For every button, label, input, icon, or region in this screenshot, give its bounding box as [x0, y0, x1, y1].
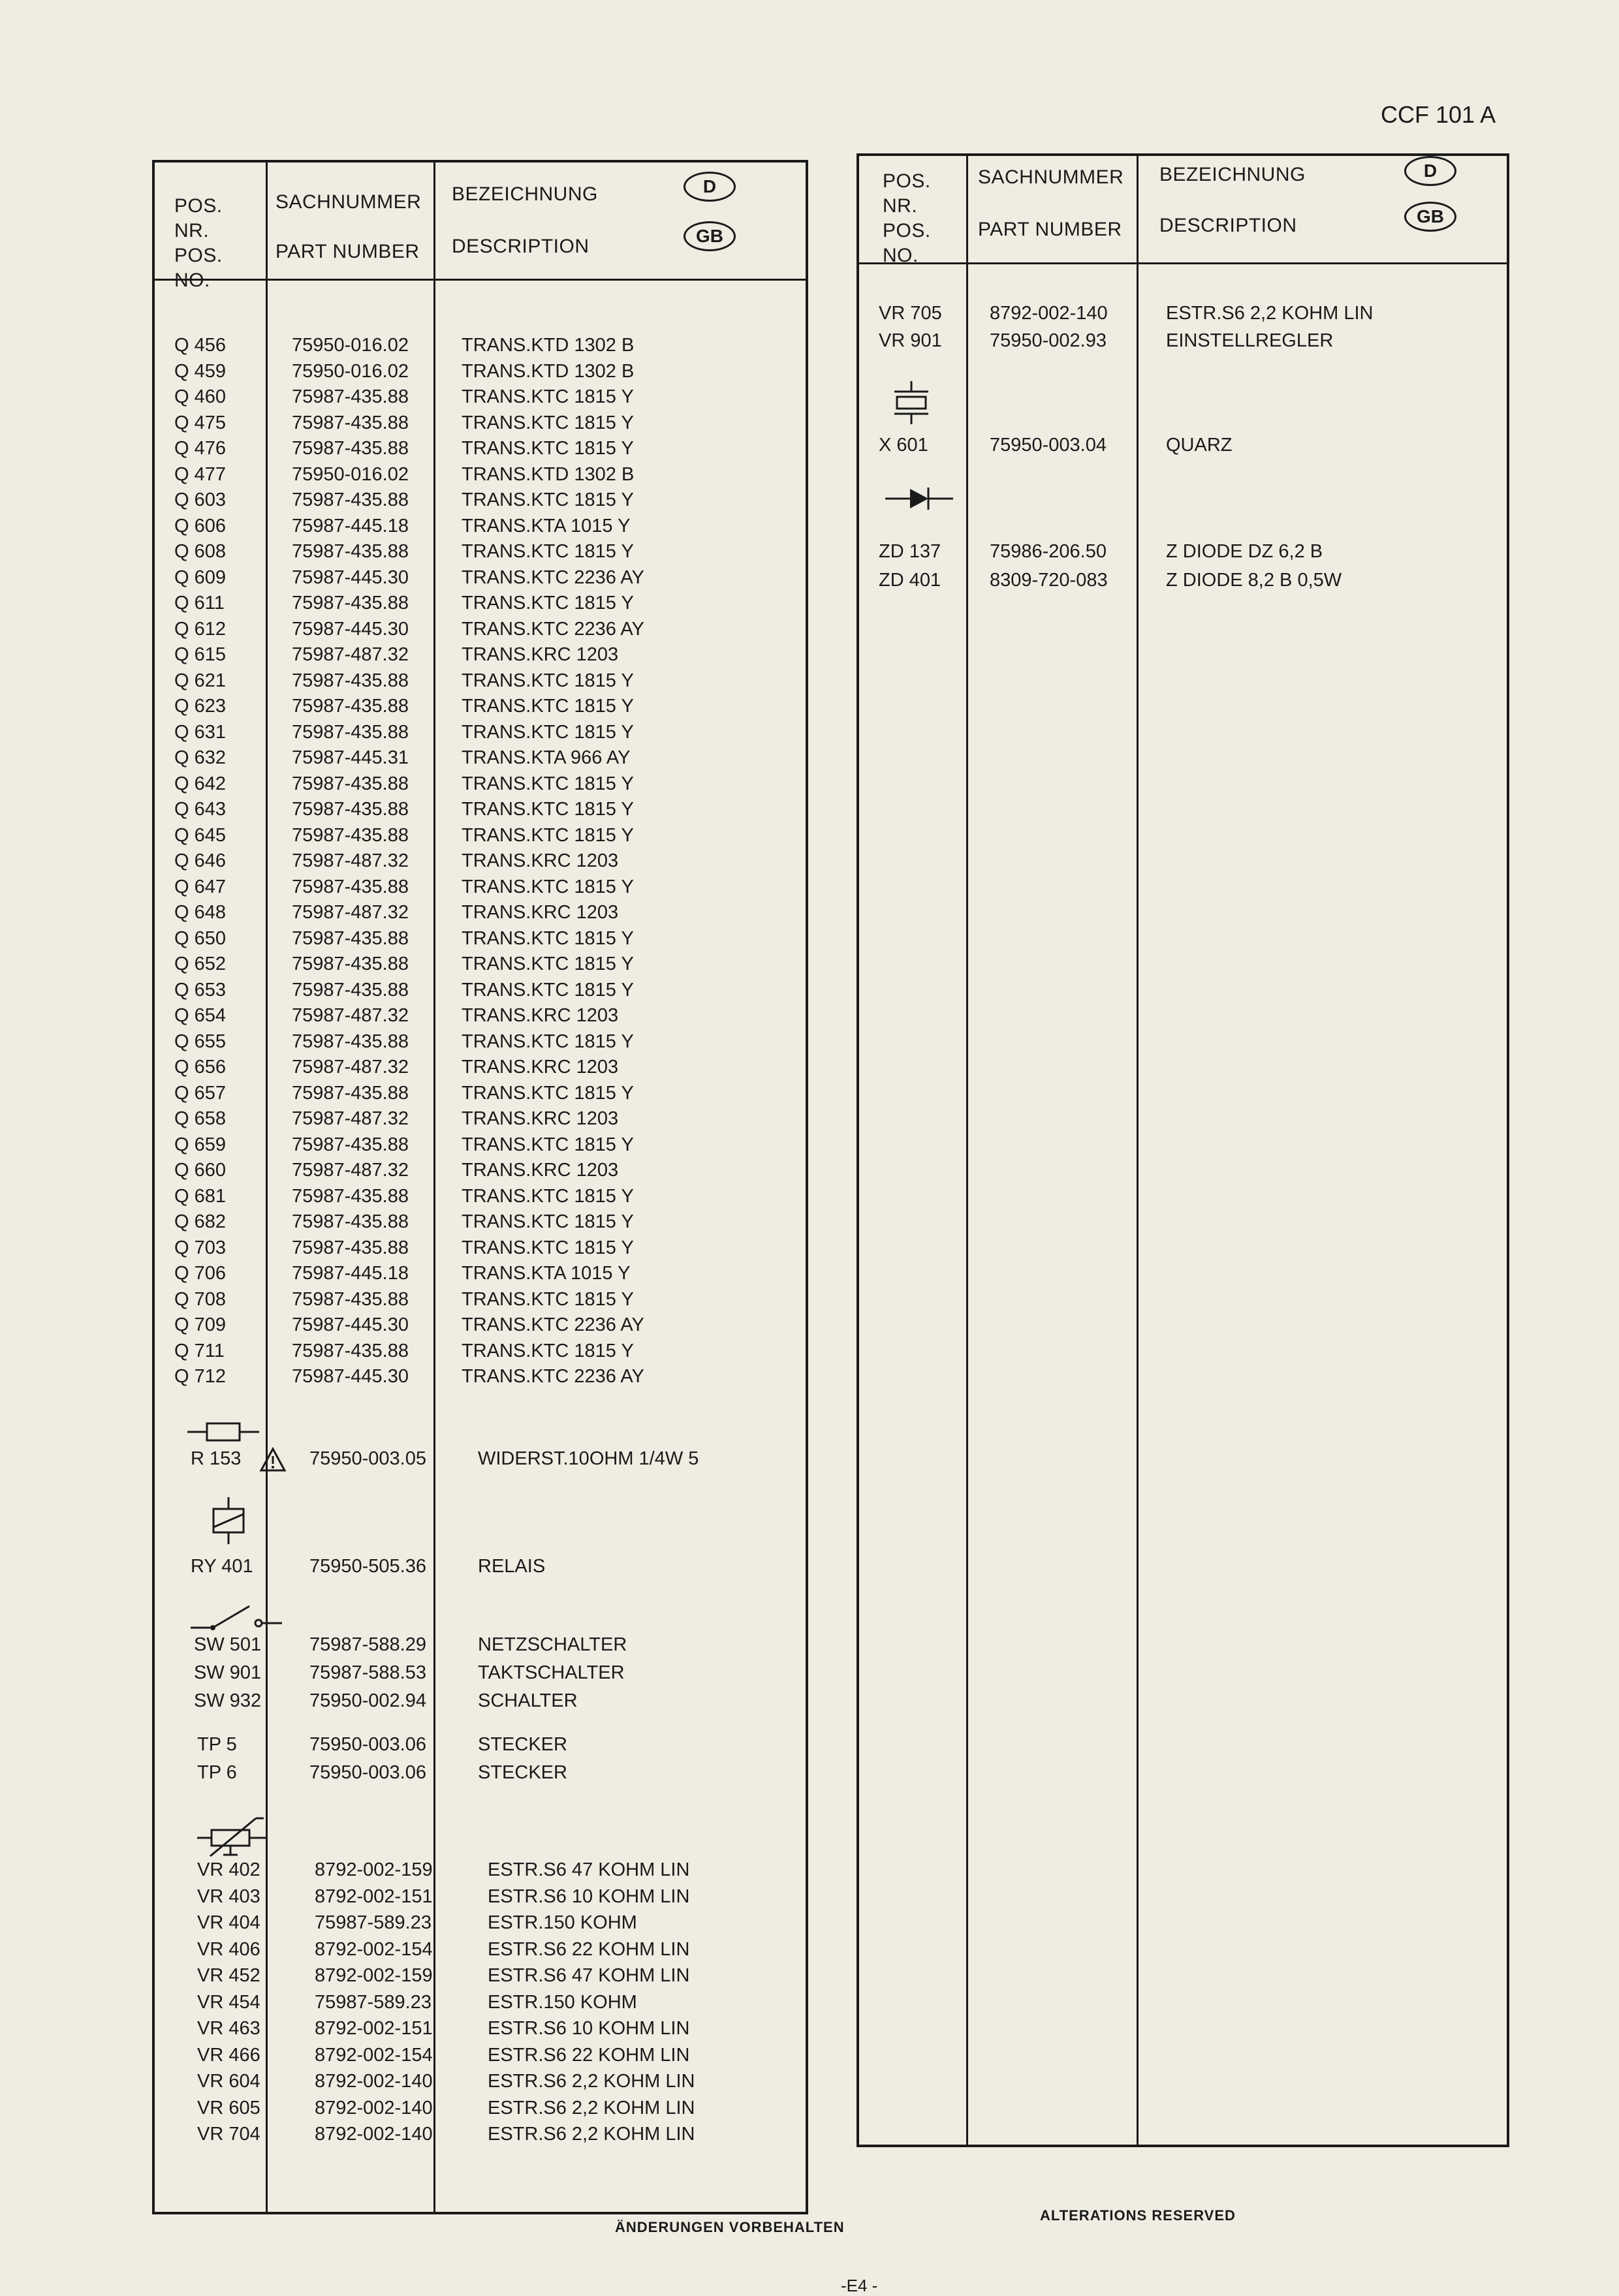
row-desc: TRANS.KRC 1203	[462, 850, 619, 871]
row-part: 75987-445.30	[292, 618, 409, 640]
row-pos: Q 612	[174, 618, 226, 640]
row-part: 75987-435.88	[292, 773, 409, 794]
row-desc: TRANS.KTC 1815 Y	[462, 593, 634, 613]
row-part: 75950-002.93	[990, 330, 1107, 351]
row-pos: Q 477	[174, 463, 226, 485]
row-pos: Q 706	[174, 1263, 226, 1284]
row-part: 75987-445.18	[292, 515, 409, 536]
row-desc: ESTR.S6 10 KOHM LIN	[488, 2018, 690, 2039]
row-part: 75987-445.30	[292, 1366, 409, 1387]
row-pos: Q 712	[174, 1366, 226, 1387]
row-pos: VR 402	[197, 1859, 260, 1880]
header-part-en-right: PART NUMBER	[978, 219, 1122, 240]
row-pos: ZD 137	[879, 541, 941, 562]
row-pos: Q 654	[174, 1005, 226, 1026]
relay-icon	[200, 1497, 259, 1546]
row-pos: TP 5	[197, 1734, 237, 1755]
row-part: 75987-487.32	[292, 902, 409, 923]
row-part: 75987-435.88	[292, 670, 409, 691]
row-part: 8792-002-140	[315, 2071, 433, 2092]
row-desc: TRANS.KRC 1203	[462, 644, 619, 665]
header-desc-de-right: BEZEICHNUNG	[1159, 164, 1306, 185]
row-pos: TP 6	[197, 1762, 237, 1783]
row-desc: TRANS.KTC 1815 Y	[462, 1288, 634, 1310]
row-pos: Q 681	[174, 1185, 226, 1207]
row-part: 8792-002-159	[315, 1859, 433, 1880]
row-part: 8792-002-159	[315, 1965, 433, 1986]
header-desc-en: DESCRIPTION	[452, 236, 589, 257]
row-desc: ESTR.S6 22 KOHM LIN	[488, 1938, 690, 1960]
row-pos: Q 660	[174, 1160, 226, 1181]
row-pos: Q 658	[174, 1108, 226, 1129]
row-pos: Q 460	[174, 386, 226, 407]
badge-gb-right: GB	[1404, 202, 1456, 232]
header-pos-de: POS. NR.	[174, 195, 223, 241]
row-part: 75950-016.02	[292, 463, 409, 485]
row-desc: TRANS.KTD 1302 B	[462, 463, 635, 485]
row-part: 75987-435.88	[292, 438, 409, 459]
row-pos: Q 603	[174, 489, 226, 510]
row-desc: STECKER	[478, 1734, 567, 1755]
row-pos: SW 932	[194, 1690, 262, 1711]
row-desc: ESTR.S6 47 KOHM LIN	[488, 1965, 690, 1986]
row-part: 75987-435.88	[292, 386, 409, 407]
row-desc: ESTR.S6 2,2 KOHM LIN	[488, 2071, 695, 2092]
row-part: 8792-002-140	[315, 2097, 433, 2118]
row-pos: Q 709	[174, 1314, 226, 1335]
row-desc: ESTR.S6 2,2 KOHM LIN	[488, 2124, 695, 2145]
row-part: 75987-445.18	[292, 1263, 409, 1284]
row-part: 75987-487.32	[292, 644, 409, 665]
row-desc: SCHALTER	[478, 1690, 578, 1711]
row-desc: TRANS.KRC 1203	[462, 1108, 619, 1129]
header-pos-en-right: POS. NO.	[883, 220, 931, 266]
row-part: 75987-589.23	[315, 1912, 432, 1933]
row-desc: Z DIODE 8,2 B 0,5W	[1166, 570, 1342, 591]
row-pos: ZD 401	[879, 570, 941, 591]
header-part-de: SACHNUMMER	[275, 191, 422, 213]
row-part: 75987-445.31	[292, 747, 409, 768]
row-desc: TRANS.KTC 1815 Y	[462, 824, 634, 846]
row-desc: TRANS.KTC 1815 Y	[462, 696, 634, 717]
row-part: 75987-487.32	[292, 850, 409, 871]
row-pos: VR 403	[197, 1885, 260, 1907]
row-desc: TRANS.KTD 1302 B	[462, 335, 635, 356]
row-part: 75987-435.88	[292, 1237, 409, 1258]
row-pos: VR 406	[197, 1938, 260, 1960]
document-id: CCF 101 A	[1381, 101, 1496, 128]
row-pos: SW 501	[194, 1634, 262, 1655]
row-pos: Q 648	[174, 902, 226, 923]
row-part: 75987-588.29	[309, 1634, 426, 1655]
row-desc: TRANS.KTA 966 AY	[462, 747, 631, 768]
row-part: 75987-445.30	[292, 566, 409, 588]
row-desc: TRANS.KTC 2236 AY	[462, 1366, 644, 1387]
row-part: 75987-435.88	[292, 721, 409, 743]
row-desc: TRANS.KTC 1815 Y	[462, 670, 634, 691]
row-part: 75987-435.88	[292, 696, 409, 717]
badge-de-right: D	[1404, 156, 1456, 186]
page-number: -E4 -	[841, 2276, 878, 2295]
row-part: 75987-487.32	[292, 1160, 409, 1181]
row-pos: Q 652	[174, 954, 226, 974]
row-pos: SW 901	[194, 1662, 262, 1683]
row-part: 75987-435.88	[292, 541, 409, 562]
row-desc: TRANS.KTA 1015 Y	[462, 515, 631, 536]
row-desc: TRANS.KTC 1815 Y	[462, 438, 634, 459]
row-desc: ESTR.S6 22 KOHM LIN	[488, 2044, 690, 2066]
row-part: 75987-487.32	[292, 1005, 409, 1026]
row-desc: TRANS.KTC 1815 Y	[462, 1211, 634, 1232]
row-pos: Q 642	[174, 773, 226, 794]
row-desc: NETZSCHALTER	[478, 1634, 627, 1655]
potentiometer-icon	[197, 1810, 275, 1863]
row-pos: Q 643	[174, 799, 226, 820]
row-part: 8792-002-154	[315, 1938, 433, 1960]
row-part: 75987-435.88	[292, 927, 409, 949]
row-pos: Q 621	[174, 670, 226, 691]
row-part: 75987-435.88	[292, 876, 409, 897]
row-part: 75987-487.32	[292, 1108, 409, 1129]
row-pos: Q 609	[174, 566, 226, 588]
row-pos: Q 611	[174, 593, 225, 613]
row-part: 75950-016.02	[292, 360, 409, 382]
row-part: 75987-435.88	[292, 1134, 409, 1155]
right-parts-table: POS. NR. POS. NO. SACHNUMMER PART NUMBER BEZEICHNUNG DESCRIPTION D GB VR 705 8792-002-140 ESTR.S6 2,2 KOHM LIN VR 901 75950-002.93 EINSTELLREGLER X 601 75950-003.04 QUARZ ZD 137 75986-206.50 Z DIODE DZ 6,2 B ZD 401 8309-720-083 Z DIODE 8,2 B 0,5W	[857, 153, 1509, 2147]
header-part-de-right: SACHNUMMER	[978, 166, 1124, 188]
row-pos: VR 705	[879, 303, 942, 324]
row-pos: Q 703	[174, 1237, 226, 1258]
row-desc: TRANS.KTC 1815 Y	[462, 773, 634, 794]
row-part: 75987-435.88	[292, 1031, 409, 1052]
zener-diode-icon	[885, 482, 957, 515]
row-pos: Q 459	[174, 360, 226, 382]
header-desc-en-right: DESCRIPTION	[1159, 215, 1297, 236]
row-desc: TRANS.KTC 1815 Y	[462, 412, 634, 433]
row-part: 75987-445.30	[292, 1314, 409, 1335]
row-desc: TRANS.KRC 1203	[462, 1057, 619, 1078]
row-pos: Q 645	[174, 824, 226, 846]
row-pos: VR 604	[197, 2071, 260, 2092]
row-part: 75987-435.88	[292, 979, 409, 1001]
row-part: 75987-435.88	[292, 489, 409, 510]
row-desc: TRANS.KTA 1015 Y	[462, 1263, 631, 1284]
row-pos: Q 657	[174, 1082, 226, 1104]
resistor-icon	[187, 1416, 266, 1448]
row-desc: TRANS.KTC 1815 Y	[462, 799, 634, 820]
row-desc: TRANS.KTD 1302 B	[462, 360, 635, 382]
row-pos: Q 608	[174, 541, 226, 562]
row-desc: TAKTSCHALTER	[478, 1662, 625, 1683]
row-part: 8792-002-151	[315, 1885, 433, 1907]
row-part: 75987-435.88	[292, 1211, 409, 1232]
row-pos: Q 632	[174, 747, 226, 768]
row-part: 75987-435.88	[292, 1288, 409, 1310]
row-part: 75987-435.88	[292, 824, 409, 846]
row-pos: Q 708	[174, 1288, 226, 1310]
row-desc: TRANS.KTC 2236 AY	[462, 566, 644, 588]
row-part: 75950-002.94	[309, 1690, 426, 1711]
header-desc-de: BEZEICHNUNG	[452, 183, 598, 205]
row-desc: ESTR.150 KOHM	[488, 1991, 637, 2013]
row-desc: TRANS.KRC 1203	[462, 902, 619, 923]
row-desc: ESTR.150 KOHM	[488, 1912, 637, 1933]
row-part: 8792-002-154	[315, 2044, 433, 2066]
row-part: 75987-435.88	[292, 1340, 409, 1361]
row-desc: TRANS.KRC 1203	[462, 1160, 619, 1181]
row-pos: Q 456	[174, 335, 226, 356]
row-pos: Q 606	[174, 515, 226, 536]
header-pos-en: POS. NO.	[174, 245, 223, 291]
row-desc: TRANS.KTC 1815 Y	[462, 1340, 634, 1361]
row-pos: Q 659	[174, 1134, 226, 1155]
row-part: 8309-720-083	[990, 570, 1108, 591]
row-part: 75986-206.50	[990, 541, 1107, 562]
row-desc: TRANS.KTC 1815 Y	[462, 876, 634, 897]
row-pos: VR 901	[879, 330, 942, 351]
row-pos: Q 650	[174, 927, 226, 949]
row-desc: TRANS.KTC 1815 Y	[462, 541, 634, 562]
row-pos: Q 476	[174, 438, 226, 459]
row-pos: Q 647	[174, 876, 226, 897]
row-pos: Q 682	[174, 1211, 226, 1232]
row-part: 75987-487.32	[292, 1057, 409, 1078]
row-desc: TRANS.KTC 1815 Y	[462, 1185, 634, 1207]
row-pos: VR 404	[197, 1912, 260, 1933]
badge-gb: GB	[684, 221, 736, 251]
row-desc: TRANS.KTC 1815 Y	[462, 927, 634, 949]
row-part: 8792-002-151	[315, 2018, 433, 2039]
row-part: 75987-435.88	[292, 799, 409, 820]
warning-triangle-icon	[259, 1447, 287, 1473]
row-desc: EINSTELLREGLER	[1166, 330, 1334, 351]
row-desc: TRANS.KTC 1815 Y	[462, 1082, 634, 1104]
row-desc: TRANS.KTC 1815 Y	[462, 489, 634, 510]
row-pos: Q 656	[174, 1057, 226, 1078]
row-part: 75950-003.06	[309, 1762, 426, 1783]
header-pos-de-right: POS. NR.	[883, 170, 931, 217]
row-part: 75987-435.88	[292, 1082, 409, 1104]
row-pos: Q 711	[174, 1340, 225, 1361]
row-part: 75950-016.02	[292, 335, 409, 356]
header-part-en: PART NUMBER	[275, 241, 420, 262]
row-desc: ESTR.S6 2,2 KOHM LIN	[488, 2097, 695, 2118]
row-desc: STECKER	[478, 1762, 567, 1783]
row-part: 75987-435.88	[292, 593, 409, 613]
row-desc: TRANS.KTC 1815 Y	[462, 979, 634, 1001]
row-desc: ESTR.S6 47 KOHM LIN	[488, 1859, 690, 1880]
row-pos: Q 653	[174, 979, 226, 1001]
row-part: 75987-435.88	[292, 1185, 409, 1207]
row-part: 75987-435.88	[292, 954, 409, 974]
row-part: 75987-589.23	[315, 1991, 432, 2013]
row-desc: TRANS.KTC 1815 Y	[462, 386, 634, 407]
badge-de: D	[684, 172, 736, 202]
footer-de: ÄNDERUNGEN VORBEHALTEN	[615, 2219, 845, 2235]
row-pos: Q 615	[174, 644, 226, 665]
row-desc: TRANS.KTC 2236 AY	[462, 1314, 644, 1335]
row-pos: VR 454	[197, 1991, 260, 2013]
row-desc: TRANS.KTC 1815 Y	[462, 1031, 634, 1052]
row-pos: Q 646	[174, 850, 226, 871]
row-part: 75987-435.88	[292, 412, 409, 433]
row-part: 8792-002-140	[990, 303, 1108, 324]
row-pos: VR 704	[197, 2124, 260, 2145]
row-pos: Q 631	[174, 721, 226, 743]
row-part: 75987-588.53	[309, 1662, 426, 1683]
row-desc: TRANS.KTC 1815 Y	[462, 1237, 634, 1258]
row-pos: Q 475	[174, 412, 226, 433]
quartz-icon	[885, 381, 937, 427]
row-pos: Q 655	[174, 1031, 226, 1052]
row-desc: TRANS.KRC 1203	[462, 1005, 619, 1026]
row-desc: TRANS.KTC 1815 Y	[462, 721, 634, 743]
row-desc: TRANS.KTC 1815 Y	[462, 954, 634, 974]
row-part: 75950-003.06	[309, 1734, 426, 1755]
row-part: 8792-002-140	[315, 2124, 433, 2145]
row-pos: VR 463	[197, 2018, 260, 2039]
row-pos: VR 605	[197, 2097, 260, 2118]
row-desc: TRANS.KTC 2236 AY	[462, 618, 644, 640]
row-desc: TRANS.KTC 1815 Y	[462, 1134, 634, 1155]
row-pos: VR 466	[197, 2044, 260, 2066]
left-parts-table: POS. NR. POS. NO. SACHNUMMER PART NUMBER BEZEICHNUNG DESCRIPTION D GB Q 456 75950-016.02 TRANS.KTD 1302 B Q 459 75950-016.02 TRANS.KTD 1302 B Q 460 75987-435.88 TRANS.KTC 1815 Y Q 475 75987-435.88 TRANS.KTC 1815 Y Q 476 75987-435.88 TRANS.KTC 1815 Y Q 477 75950-016.02 TRANS.KTD 1302 B Q 603 75987-435.88 TRANS.KTC 1815 Y Q 606 75987-445.18 TRANS.KTA 1015 Y Q 608 75987-435.88 TRANS.KTC 1815 Y Q 609 75987-445.30 TRANS.KTC 2236 AY Q 611 75987-435.88 TRANS.KTC 1815 Y Q 612 75987-445.30 TRANS.KTC 2236 AY Q 615 75987-487.32 TRANS.KRC 1203 Q 621 75987-435.88 TRANS.KTC 1815 Y Q 623 75987-435.88 TRANS.KTC 1815 Y Q 631 75987-435.88 TRANS.KTC 1815 Y Q 632 75987-445.31 TRANS.KTA 966 AY Q 642 75987-435.88 TRANS.KTC 1815 Y Q 643 75987-435.88 TRANS.KTC 1815 Y Q 645 75987-435.88 TRANS.KTC 1815 Y Q 646 75987-487.32 TRANS.KRC 1203 Q 647 75987-435.88 TRANS.KTC 1815 Y Q 648 75987-487.32 TRANS.KRC 1203 Q 650 75987-435.88 TRANS.KTC 1815 Y Q 652 75987-435.88 TRANS.KTC 1815 Y Q 653 75987-435.88 TRANS.KTC 1815 Y Q 654 75987-487.32 TRANS.KRC 1203 Q 655 75987-435.88 TRANS.KTC 1815 Y Q 656 75987-487.32 TRANS.KRC 1203 Q 657 75987-435.88 TRANS.KTC 1815 Y Q 658 75987-487.32 TRANS.KRC 1203 Q 659 75987-435.88 TRANS.KTC 1815 Y Q 660 75987-487.32 TRANS.KRC 1203 Q 681 75987-435.88 TRANS.KTC 1815 Y Q 682 75987-435.88 TRANS.KTC 1815 Y Q 703 75987-435.88 TRANS.KTC 1815 Y Q 706 75987-445.18 TRANS.KTA 1015 Y Q 708 75987-435.88 TRANS.KTC 1815 Y Q 709 75987-445.30 TRANS.KTC 2236 AY Q 711 75987-435.88 TRANS.KTC 1815 Y Q 712 75987-445.30 TRANS.KTC 2236 AY R 153 75950-003.05 WIDERST.10OHM 1/4W 5 RY 401 75950-505.36 RELAIS SW 501 75987-588.29 NETZSCHALTER SW 901 75987-588.53 TAKTSCHALTER SW 932 75950-002.94 SCHALTER TP 5 75950-003.06 STECKER TP 6 75950-003.06 STECKER VR 402 8792-002-159 ESTR.S6 47 KOHM LIN VR 403 8792-002-151 ESTR.S6 10 KOHM LIN VR 404 75987-589.23 ESTR.150 KOHM VR 406 8792-002-154 ESTR.S6 22 KOHM LIN VR 452 8792-002-159 ESTR.S6 47 KOHM LIN VR 454 75987-589.23 ESTR.150 KOHM VR 463 8792-002-151 ESTR.S6 10 KOHM LIN VR 466 8792-002-154 ESTR.S6 22 KOHM LIN VR 604 8792-002-140 ESTR.S6 2,2 KOHM LIN VR 605 8792-002-140 ESTR.S6 2,2 KOHM LIN VR 704 8792-002-140 ESTR.S6 2,2 KOHM LIN	[152, 160, 808, 2214]
switch-icon	[191, 1598, 289, 1637]
row-pos: VR 452	[197, 1965, 260, 1986]
row-desc: Z DIODE DZ 6,2 B	[1166, 541, 1323, 562]
row-pos: Q 623	[174, 696, 226, 717]
row-desc: ESTR.S6 10 KOHM LIN	[488, 1885, 690, 1907]
footer-en: ALTERATIONS RESERVED	[1040, 2207, 1236, 2224]
row-desc: ESTR.S6 2,2 KOHM LIN	[1166, 303, 1374, 324]
